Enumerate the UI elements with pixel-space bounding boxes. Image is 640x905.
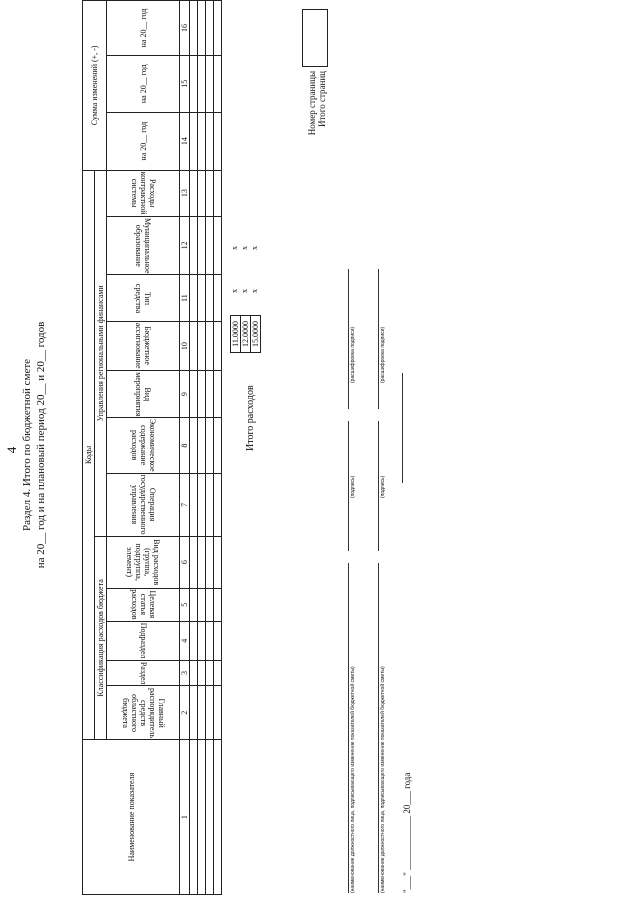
col-header-razdel: Раздел — [107, 660, 180, 686]
decoding-caption-1: (расшифровка подписи) — [350, 326, 356, 383]
totals-tip-value: 15.0000 — [250, 315, 261, 353]
col-number: 8 — [180, 418, 190, 474]
signatory-caption-2: (наименование должностного лица, подписывающего изменение показателей бюджетной сметы) — [380, 666, 386, 893]
page-number-box — [302, 9, 328, 67]
signature-block — [348, 13, 458, 893]
x-mark: x — [250, 246, 259, 250]
table-row — [190, 1, 198, 895]
col-number: 13 — [180, 170, 190, 216]
x-mark: x — [230, 246, 239, 250]
budget-totals-table — [82, 0, 222, 895]
col-header-operaciya: Операция государственного управления — [107, 473, 180, 536]
x-mark: x — [240, 246, 249, 250]
signature-caption-1: (подпись) — [350, 475, 356, 498]
table-row — [206, 1, 214, 895]
col-number: 10 — [180, 322, 190, 371]
col-header-vid-rashodov: Вид расходов (группа, подгруппа, элемент) — [107, 536, 180, 588]
group-header-classification: Классификация расходов бюджета — [95, 536, 107, 739]
col-number: 9 — [180, 370, 190, 417]
col-number: 11 — [180, 275, 190, 322]
page-number: 4 — [4, 446, 19, 454]
group-header-regional: Управления региональными финансами — [95, 170, 107, 536]
col-header-vid-meropr: Вид мероприятия — [107, 370, 180, 417]
group-header-changes: Сумма изменений (+, -) — [83, 1, 107, 171]
col-header-podrazdel: Подраздел — [107, 621, 180, 660]
x-mark: x — [230, 289, 239, 293]
col-number: 7 — [180, 473, 190, 536]
col-number: 14 — [180, 112, 190, 170]
col-number: 12 — [180, 216, 190, 275]
col-header-year1: на 20__ год — [107, 112, 180, 170]
signatory-caption-1: (наименование должностного лица, подписывающего изменение показателей бюджетной сметы) — [350, 666, 356, 893]
col-number: 2 — [180, 686, 190, 740]
totals-tip-value: 12.0000 — [240, 315, 251, 353]
x-mark: x — [240, 289, 249, 293]
col-number: 5 — [180, 588, 190, 621]
pages-total-label: Итого страниц — [317, 71, 327, 128]
col-header-glavny: Главный распорядитель средств областного бюджета — [107, 686, 180, 740]
col-header-ekonom: Экономическое содержание расходов — [107, 418, 180, 474]
col-header-year2: на 20__ год — [107, 55, 180, 112]
col-header-name: Наименование показателя — [83, 740, 180, 895]
date-line: "___" ____________ 20___ года — [402, 772, 412, 893]
section-period: на 20__ год и на плановый период 20__ и 20__ годов — [35, 321, 47, 569]
col-number: 16 — [180, 1, 190, 56]
col-number: 1 — [180, 740, 190, 895]
page-info-labels — [307, 71, 327, 163]
col-header-year3: на 20__ год — [107, 1, 180, 56]
table-row — [214, 1, 222, 895]
table-row — [198, 1, 206, 895]
decoding-caption-2: (расшифровка подписи) — [380, 326, 386, 383]
col-header-tip-sredstv: Тип средства — [107, 275, 180, 322]
col-number: 6 — [180, 536, 190, 588]
col-header-kontr: Расходы контрактной системы — [107, 170, 180, 216]
totals-tip-value: 11.0000 — [230, 315, 241, 353]
col-header-celevaya: Целевая статья расходов — [107, 588, 180, 621]
section-title-text: Раздел 4. Итого по бюджетной смете — [21, 358, 33, 532]
totals-label: Итого расходов — [245, 385, 256, 451]
page-number-label: Номер страницы — [307, 71, 317, 136]
col-number: 15 — [180, 55, 190, 112]
x-mark: x — [250, 289, 259, 293]
col-number: 3 — [180, 660, 190, 686]
group-header-codes: Коды — [83, 170, 95, 739]
signature-caption-2: (подпись) — [380, 475, 386, 498]
col-header-bud-assign: Бюджетное ассигнование — [107, 322, 180, 371]
section-title — [20, 165, 48, 725]
col-number: 4 — [180, 621, 190, 660]
col-header-municip: Муниципальное образование — [107, 216, 180, 275]
